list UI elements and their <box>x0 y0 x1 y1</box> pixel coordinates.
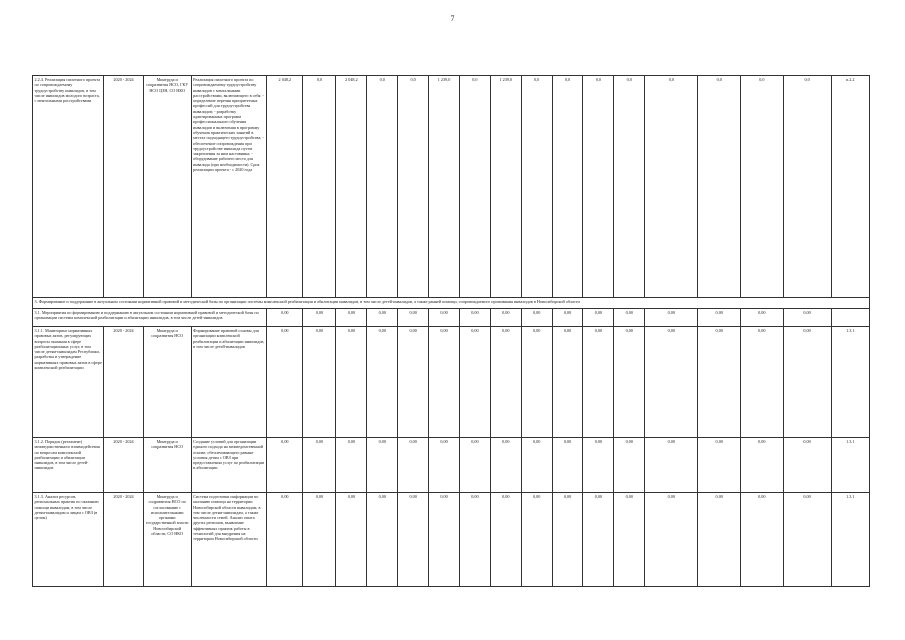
indicator-ref: 1.3.1 <box>831 327 869 438</box>
value-cell: 0,00 <box>645 327 698 438</box>
value-cell: 0,00 <box>614 309 645 327</box>
value-cell: 0,00 <box>336 309 367 327</box>
value-cell: 0,00 <box>698 438 741 493</box>
value-cell: 0,00 <box>459 309 490 327</box>
executor: Минтруда и соцразвития НСО, ГКУ НСО ЦЗН, СО НКО <box>143 76 191 298</box>
value-cell: 0,00 <box>429 309 460 327</box>
value-cell: 0,00 <box>459 493 490 587</box>
section-title: 3. Формирование и поддержание в актуальном состоянии нормативной правовой и методической базы по организации системы комплексной реабилитации и абилитации инвалидов, в том числе детей-инвалидов, а также ранней помощи, сопровождаемого проживания инвалидов в Новосибирской области <box>33 298 870 309</box>
indicator-ref: 1.3.1 <box>831 438 869 493</box>
indicator-ref: п.2.2 <box>831 76 869 298</box>
value-cell: 0,00 <box>741 493 784 587</box>
value-cell: 0,00 <box>490 309 521 327</box>
value-cell: 0,00 <box>741 438 784 493</box>
value-cell: 0,00 <box>583 327 614 438</box>
value-cell: 2 048,2 <box>336 76 367 298</box>
value-cell: 0,00 <box>614 493 645 587</box>
value-cell: 0,0 <box>552 76 583 298</box>
value-cell: 0,00 <box>552 309 583 327</box>
period: 2020 - 2024 <box>104 438 143 493</box>
indicator-ref <box>831 309 869 327</box>
value-cell: 1 239,0 <box>490 76 521 298</box>
table-row <box>33 327 870 438</box>
value-cell: 0,00 <box>583 438 614 493</box>
period: 2020 - 2024 <box>104 327 143 438</box>
value-cell: 0,00 <box>336 438 367 493</box>
value-cell: 0,00 <box>521 493 552 587</box>
indicator-ref: 1.3.1 <box>831 493 869 587</box>
value-cell: 0,00 <box>398 309 429 327</box>
value-cell: 0,00 <box>267 327 303 438</box>
value-cell: 0,00 <box>521 327 552 438</box>
executor: Минтруда и соцразвития НСО по согласованию с исполнительными органами государственной власти Новосибирской области, СО НКО <box>143 493 191 587</box>
value-cell: 0,00 <box>698 493 741 587</box>
value-cell: 0,00 <box>367 493 398 587</box>
value-cell: 0,00 <box>552 438 583 493</box>
value-cell: 0,00 <box>490 493 521 587</box>
value-cell: 0,00 <box>614 438 645 493</box>
value-cell: 0,0 <box>521 76 552 298</box>
value-cell: 0,00 <box>741 327 784 438</box>
value-cell: 0,00 <box>429 493 460 587</box>
value-cell: 0,00 <box>367 438 398 493</box>
measure-group-name: 3.1. Мероприятия по формированию и поддержанию в актуальном состоянии нормативной правовой и методической базы по организации системы комплексной реабилитации и абилитации инвалидов, в том числе детей-инвалидов <box>33 309 267 327</box>
value-cell: 0,00 <box>552 327 583 438</box>
value-cell: 0,00 <box>398 327 429 438</box>
value-cell: 0,00 <box>429 327 460 438</box>
page-number: 7 <box>450 14 455 23</box>
expected-result: Система подготовки информации по оказанию помощи на территории Новосибирской области инвалидам, в том числе детям-инвалидам, а также численности семей. Анализ опыта других регионов, выявление эффективных практик работы в технологий для внедрения на территории Новосибирской области <box>191 493 267 587</box>
value-cell: 0,00 <box>490 438 521 493</box>
value-cell: 0,00 <box>645 438 698 493</box>
value-cell: 0,00 <box>583 309 614 327</box>
value-cell: 0,0 <box>698 76 741 298</box>
value-cell: 0,00 <box>459 438 490 493</box>
program-measures-table <box>32 75 870 587</box>
value-cell: 0,00 <box>303 309 336 327</box>
value-cell: 0,0 <box>645 76 698 298</box>
value-cell: 0,0 <box>398 76 429 298</box>
value-cell: 2 048,2 <box>267 76 303 298</box>
value-cell: 0,00 <box>741 309 784 327</box>
table-row <box>33 493 870 587</box>
executor: Минтруда и соцразвития НСО <box>143 327 191 438</box>
value-cell: 0,00 <box>267 309 303 327</box>
value-cell: 0,00 <box>267 493 303 587</box>
measure-name: 3.1.1. Мониторинг нормативных правовых актов, регулирующих вопросы оказания в сфере реабилитационных услуг, в том числе детям-инвалидам Республики, разработка и утверждение нормативных правовых актов в сфере комплексной реабилитации <box>33 327 104 438</box>
value-cell: 0,00 <box>783 327 831 438</box>
value-cell: 0,00 <box>783 309 831 327</box>
period: 2020 - 2024 <box>104 493 143 587</box>
value-cell: 0,00 <box>367 327 398 438</box>
value-cell: 0,00 <box>398 493 429 587</box>
value-cell: 0,00 <box>267 438 303 493</box>
value-cell: 0,00 <box>552 493 583 587</box>
table-row <box>33 309 870 327</box>
section-header-row <box>33 298 870 309</box>
value-cell: 0,00 <box>583 493 614 587</box>
expected-result: Реализация пилотного проекта по сопровождаемому трудоустройству инвалидов с ментальными расстройствами, включающего в себя: - определение перечня приоритетных профессий для трудоустройства инвалидов; - разработку адаптированных программ профессионального обучения инвалидов и включения в программу обучения практических занятий в местах подходящего трудоустройства; - обеспечение сопровождения при трудоустройстве инвалида путем закрепления за ним наставника; - оборудование рабочего места для инвалида (при необходимости). Срок реализации проекта - с 2020 года <box>191 76 267 298</box>
value-cell: 0,00 <box>521 309 552 327</box>
value-cell: 0,00 <box>645 493 698 587</box>
value-cell: 0,0 <box>583 76 614 298</box>
expected-result: Создание условий для организации единого подхода на межведомственной основе, обеспечивающего равные условия детям с ОВЗ при предоставлении услуг по реабилитации и абилитации <box>191 438 267 493</box>
executor: Минтруда и соцразвития НСО <box>143 438 191 493</box>
value-cell: 0,00 <box>367 309 398 327</box>
value-cell: 0,00 <box>303 438 336 493</box>
value-cell: 0,00 <box>459 327 490 438</box>
value-cell: 0,00 <box>336 493 367 587</box>
value-cell: 0,00 <box>698 309 741 327</box>
measure-name: 3.1.2. Порядок (регламент) межведомственного взаимодействия по вопросам комплексной реабилитации и абилитации инвалидов, в том числе детей-инвалидов <box>33 438 104 493</box>
period: 2020 - 2024 <box>104 76 143 298</box>
value-cell: 0,00 <box>645 309 698 327</box>
value-cell: 0,00 <box>614 327 645 438</box>
value-cell: 1 239,0 <box>429 76 460 298</box>
value-cell: 0,0 <box>459 76 490 298</box>
value-cell: 0,00 <box>336 327 367 438</box>
value-cell: 0,0 <box>303 76 336 298</box>
value-cell: 0,00 <box>490 327 521 438</box>
value-cell: 0,00 <box>783 493 831 587</box>
value-cell: 0,00 <box>398 438 429 493</box>
measure-name: 3.1.3. Анализ ресурсов, региональных практик по оказанию помощи инвалидам, в том числе детям-инвалидам и лицам с ОВЗ (в целом) <box>33 493 104 587</box>
value-cell: 0,0 <box>783 76 831 298</box>
value-cell: 0,0 <box>367 76 398 298</box>
value-cell: 0,00 <box>783 438 831 493</box>
value-cell: 0,00 <box>303 493 336 587</box>
value-cell: 0,0 <box>614 76 645 298</box>
measure-name: 2.2.4. Реализация пилотного проекта по сопровождаемому трудоустройству инвалидов, в том числе инвалидов молодого возраста, с ментальными расстройствами <box>33 76 104 298</box>
table-row <box>33 76 870 298</box>
value-cell: 0,00 <box>698 327 741 438</box>
value-cell: 0,00 <box>303 327 336 438</box>
table-row <box>33 438 870 493</box>
expected-result: Формирование правовой основы для организации комплексной реабилитации и абилитации инвалидов, в том числе детей-инвалидов <box>191 327 267 438</box>
value-cell: 0,0 <box>741 76 784 298</box>
value-cell: 0,00 <box>521 438 552 493</box>
value-cell: 0,00 <box>429 438 460 493</box>
